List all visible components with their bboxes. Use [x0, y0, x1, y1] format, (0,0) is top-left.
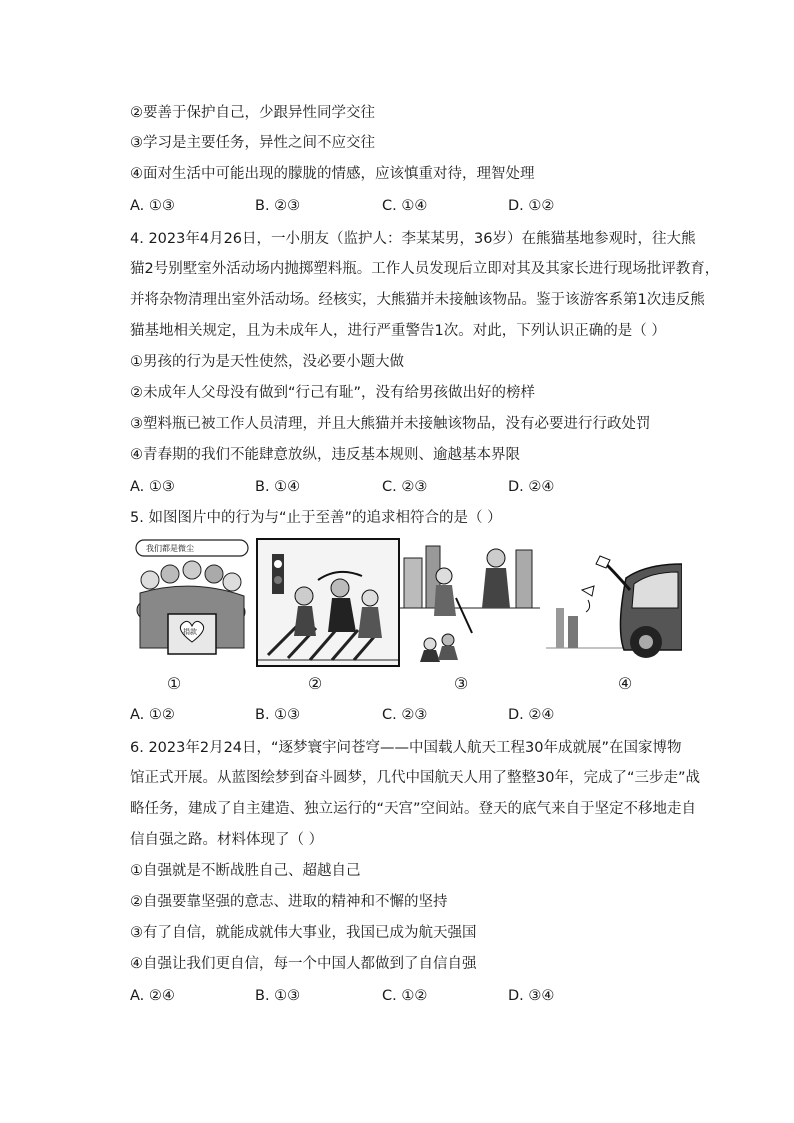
q4-item-4: ④青春期的我们不能肆意放纵，违反基本规则、逾越基本界限 — [130, 447, 520, 463]
q4-option-c: C. ②③ — [382, 479, 428, 495]
q4-option-d: D. ②④ — [508, 479, 555, 495]
q3-item-4: ④面对生活中可能出现的朦胧的情感，应该慎重对待，理智处理 — [130, 166, 535, 182]
panel-number-3: ③ — [453, 674, 469, 693]
cartoon-panel-donation — [132, 538, 250, 663]
q3-options — [130, 196, 670, 216]
q5-stem: 5. 如图图片中的行为与“止于至善”的追求相符合的是（ ） — [130, 510, 502, 526]
q5-figure — [132, 538, 682, 698]
q4-options — [130, 477, 670, 497]
q6-stem-line-3: 略任务，建成了自主建造、独立运行的“天宫”空间站。登天的底气来自于坚定不移地走自 — [130, 801, 697, 817]
q6-item-1: ①自强就是不断战胜自己、超越自己 — [130, 863, 361, 879]
q6-options — [130, 986, 670, 1006]
panel-number-1: ① — [166, 674, 182, 693]
panel-number-2: ② — [307, 674, 323, 693]
cartoon-panel-littering — [546, 538, 682, 663]
q4-option-a: A. ①③ — [130, 479, 175, 495]
q6-option-c: C. ①② — [382, 988, 428, 1004]
donation-cartoon — [132, 538, 250, 663]
q5-option-d: D. ②④ — [508, 707, 555, 723]
q5-option-b: B. ①③ — [255, 707, 301, 723]
donation-box-label: 捐款 — [183, 628, 197, 636]
q6-option-d: D. ③④ — [508, 988, 555, 1004]
crossing-cartoon — [258, 540, 398, 665]
q3-item-3: ③学习是主要任务，异性之间不应交往 — [130, 135, 375, 151]
q4-item-2: ②未成年人父母没有做到“行己有耻”，没有给男孩做出好的榜样 — [130, 385, 536, 401]
q6-option-a: A. ②④ — [130, 988, 175, 1004]
q4-stem-line-2: 猫2号别墅室外活动场内抛掷塑料瓶。工作人员发现后立即对其及其家长进行现场批评教育， — [130, 261, 720, 277]
q6-option-b: B. ①③ — [255, 988, 301, 1004]
q5-options — [130, 705, 670, 725]
q4-stem-line-1: 4. 2023年4月26日，一小朋友（监护人：李某某男，36岁）在熊猫基地参观时，往大熊 — [130, 231, 696, 247]
q3-option-c: C. ①④ — [382, 198, 428, 214]
q6-item-2: ②自强要靠坚强的意志、进取的精神和不懈的坚持 — [130, 894, 448, 910]
q3-option-a: A. ①③ — [130, 198, 175, 214]
q6-item-4: ④自强让我们更自信，每一个中国人都做到了自信自强 — [130, 956, 477, 972]
volunteers-cartoon — [400, 538, 540, 663]
q6-stem-line-1: 6. 2023年2月24日，“逐梦寰宇问苍穹——中国载人航天工程30年成就展”在国家博物 — [130, 740, 682, 756]
q3-item-2: ②要善于保护自己，少跟异性同学交往 — [130, 105, 375, 121]
q5-option-c: C. ②③ — [382, 707, 428, 723]
q6-stem-line-2: 馆正式开展。从蓝图绘梦到奋斗圆梦，几代中国航天人用了整整30年，完成了“三步走”战 — [130, 770, 700, 786]
bubble-text: 我们都是微尘 — [146, 544, 194, 553]
q6-stem-line-4: 信自强之路。材料体现了（ ） — [130, 832, 324, 848]
q3-option-b: B. ②③ — [255, 198, 301, 214]
panel-number-4: ④ — [617, 674, 633, 693]
q4-item-3: ③塑料瓶已被工作人员清理，并且大熊猫并未接触该物品，没有必要进行行政处罚 — [130, 416, 651, 432]
q4-option-b: B. ①④ — [255, 479, 301, 495]
q4-item-1: ①男孩的行为是天性使然，没必要小题大做 — [130, 354, 404, 370]
q3-option-d: D. ①② — [508, 198, 555, 214]
q6-item-3: ③有了自信，就能成就伟大事业，我国已成为航天强国 — [130, 925, 477, 941]
q4-stem-line-3: 并将杂物清理出室外活动场。经核实，大熊猫并未接触该物品。鉴于该游客系第1次违反熊 — [130, 292, 705, 308]
cartoon-panel-volunteers — [400, 538, 540, 663]
cartoon-panel-crossing — [256, 538, 400, 667]
littering-cartoon — [546, 538, 682, 663]
q5-option-a: A. ①② — [130, 707, 175, 723]
q4-stem-line-4: 猫基地相关规定，且为未成年人，进行严重警告1次。对此，下列认识正确的是（ ） — [130, 323, 666, 339]
